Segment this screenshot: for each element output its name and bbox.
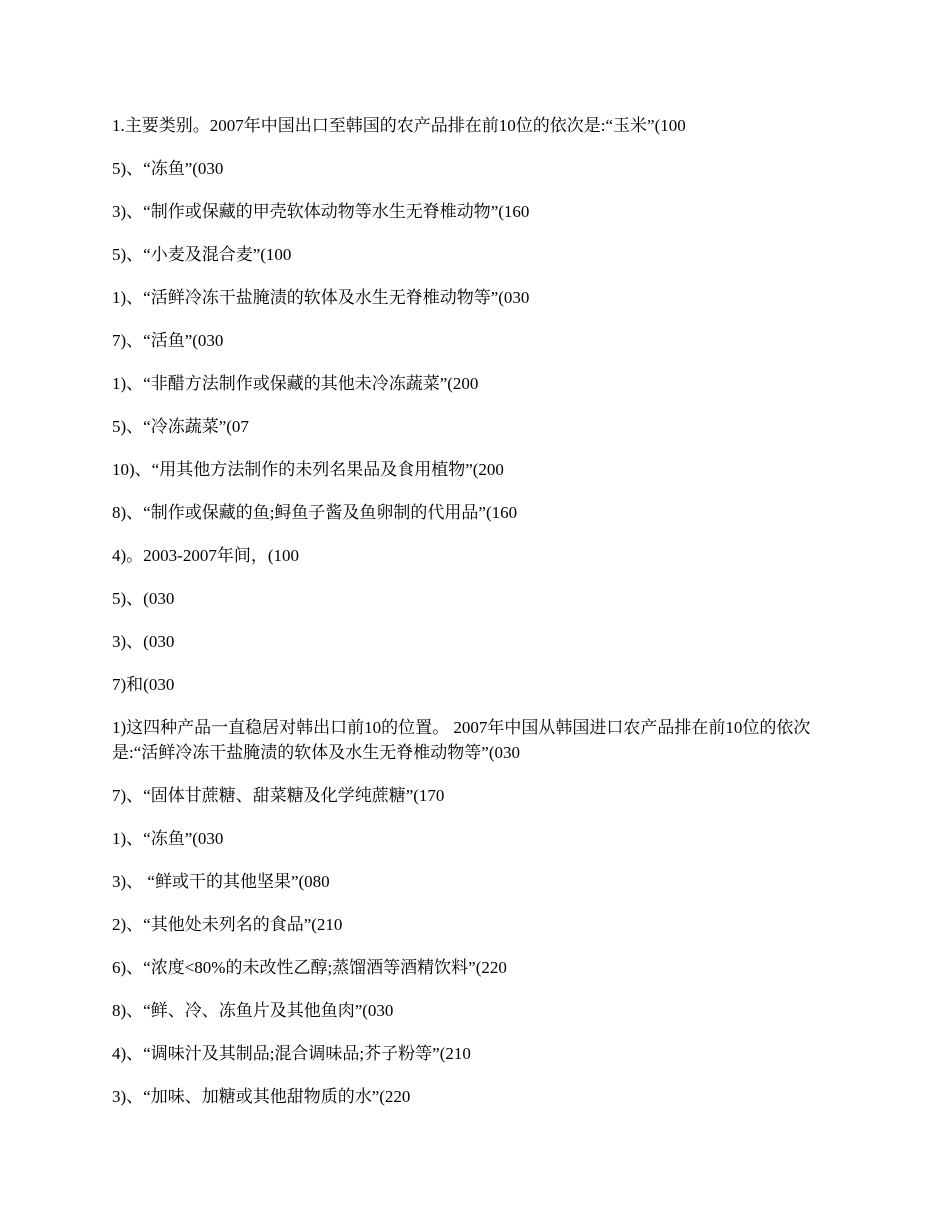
paragraph: 4)。2003-2007年间，(100 bbox=[112, 546, 299, 565]
paragraph: 1)这四种产品一直稳居对韩出口前10的位置。 2007年中国从韩国进口农产品排在前10位的依次是:“活鲜冷冻干盐腌渍的软体及水生无脊椎动物等”(030 bbox=[112, 718, 811, 762]
document-body bbox=[112, 113, 832, 1127]
paragraph: 3)、(030 bbox=[112, 632, 175, 651]
paragraph: 1)、“冻鱼”(030 bbox=[112, 829, 224, 848]
paragraph: 1)、“非醋方法制作或保藏的其他未冷冻蔬菜”(200 bbox=[112, 374, 479, 393]
paragraph: 3)、“加味、加糖或其他甜物质的水”(220 bbox=[112, 1087, 411, 1106]
paragraph: 2)、“其他处未列名的食品”(210 bbox=[112, 915, 343, 934]
paragraph: 1.主要类别。2007年中国出口至韩国的农产品排在前10位的依次是:“玉米”(100 bbox=[112, 116, 686, 135]
paragraph: 6)、“浓度<80%的未改性乙醇;蒸馏酒等酒精饮料”(220 bbox=[112, 958, 507, 977]
paragraph: 8)、“鲜、冷、冻鱼片及其他鱼肉”(030 bbox=[112, 1001, 394, 1020]
paragraph: 7)、“固体甘蔗糖、甜菜糖及化学纯蔗糖”(170 bbox=[112, 786, 445, 805]
paragraph: 5)、(030 bbox=[112, 589, 175, 608]
paragraph: 7)和(030 bbox=[112, 675, 175, 694]
paragraph: 7)、“活鱼”(030 bbox=[112, 331, 224, 350]
paragraph: 3)、 “鲜或干的其他坚果”(080 bbox=[112, 872, 330, 891]
paragraph: 1)、“活鲜冷冻干盐腌渍的软体及水生无脊椎动物等”(030 bbox=[112, 288, 530, 307]
paragraph: 5)、“冻鱼”(030 bbox=[112, 159, 224, 178]
paragraph: 4)、“调味汁及其制品;混合调味品;芥子粉等”(210 bbox=[112, 1044, 471, 1063]
paragraph: 5)、“小麦及混合麦”(100 bbox=[112, 245, 292, 264]
paragraph: 3)、“制作或保藏的甲壳软体动物等水生无脊椎动物”(160 bbox=[112, 202, 530, 221]
paragraph: 10)、“用其他方法制作的未列名果品及食用植物”(200 bbox=[112, 460, 504, 479]
paragraph: 8)、“制作或保藏的鱼;鲟鱼子酱及鱼卵制的代用品”(160 bbox=[112, 503, 518, 522]
paragraph: 5)、“冷冻蔬菜”(07 bbox=[112, 417, 249, 436]
